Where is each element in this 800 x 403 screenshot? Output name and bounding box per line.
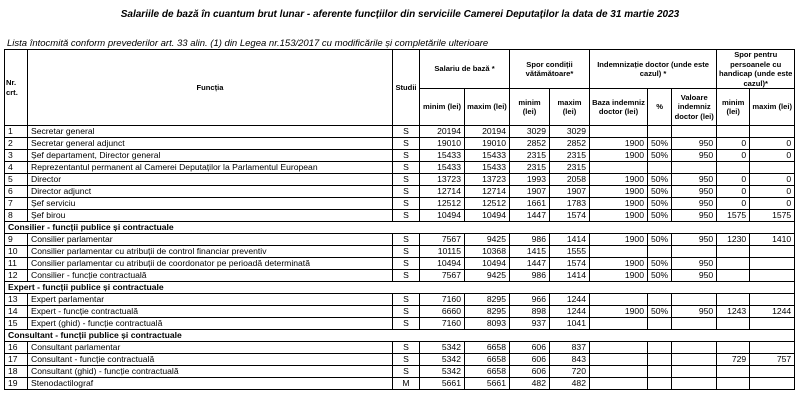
row-salariu-maxim: 9425 [465,270,510,282]
row-handicap-minim [717,246,750,258]
row-salariu-maxim: 8295 [465,306,510,318]
row-handicap-maxim [750,318,795,330]
row-handicap-minim [717,126,750,138]
section-label: Consilier - funcții publice și contractuale [5,222,795,234]
row-spor-minim: 2852 [510,138,550,150]
row-spor-maxim: 2852 [550,138,590,150]
row-handicap-minim: 729 [717,354,750,366]
row-salariu-maxim: 12714 [465,186,510,198]
row-salariu-minim: 10115 [420,246,465,258]
row-valoare-indemniz [672,318,717,330]
row-nr: 18 [5,366,28,378]
row-baza-indemniz [590,126,648,138]
table-row [5,234,795,246]
row-studii: S [393,354,420,366]
row-handicap-maxim [750,246,795,258]
row-handicap-maxim: 1575 [750,210,795,222]
row-salariu-minim: 7567 [420,234,465,246]
row-studii: S [393,294,420,306]
row-handicap-minim [717,366,750,378]
row-functia: Expert parlamentar [28,294,393,306]
row-handicap-minim: 0 [717,198,750,210]
row-valoare-indemniz: 950 [672,150,717,162]
row-salariu-minim: 5661 [420,378,465,390]
row-spor-minim: 986 [510,270,550,282]
row-valoare-indemniz [672,246,717,258]
row-spor-minim: 606 [510,354,550,366]
table-row [5,150,795,162]
row-spor-maxim: 1414 [550,234,590,246]
row-handicap-minim [717,342,750,354]
header-spor-handicap: Spor pentru persoanele cu handicap (unde este cazul)* [717,50,795,89]
row-salariu-maxim: 9425 [465,234,510,246]
row-spor-maxim: 843 [550,354,590,366]
row-baza-indemniz: 1900 [590,198,648,210]
table-row [5,354,795,366]
row-spor-maxim: 1907 [550,186,590,198]
header-sal-minim: minim (lei) [420,89,465,126]
row-functia: Director [28,174,393,186]
header-studii: Studii [393,50,420,126]
row-procent [648,366,672,378]
row-baza-indemniz [590,318,648,330]
row-handicap-minim [717,318,750,330]
row-salariu-maxim: 6658 [465,354,510,366]
row-nr: 13 [5,294,28,306]
row-spor-maxim: 720 [550,366,590,378]
row-valoare-indemniz [672,126,717,138]
row-handicap-maxim [750,162,795,174]
row-functia: Consilier - funcție contractuală [28,270,393,282]
row-nr: 16 [5,342,28,354]
table-row [5,270,795,282]
row-salariu-minim: 15433 [420,162,465,174]
row-salariu-maxim: 15433 [465,150,510,162]
row-valoare-indemniz [672,294,717,306]
row-studii: S [393,258,420,270]
row-nr: 10 [5,246,28,258]
row-salariu-minim: 10494 [420,210,465,222]
header-spor-minim: minim (lei) [510,89,550,126]
table-body [5,126,795,390]
row-salariu-minim: 7160 [420,318,465,330]
row-spor-minim: 1447 [510,210,550,222]
row-studii: S [393,198,420,210]
row-nr: 1 [5,126,28,138]
row-spor-minim: 3029 [510,126,550,138]
row-salariu-minim: 7567 [420,270,465,282]
table-row [5,186,795,198]
row-salariu-maxim: 12512 [465,198,510,210]
row-functia: Consultant parlamentar [28,342,393,354]
row-procent [648,162,672,174]
row-nr: 2 [5,138,28,150]
row-studii: S [393,210,420,222]
row-spor-maxim: 1574 [550,258,590,270]
table-row [5,198,795,210]
row-studii: S [393,306,420,318]
row-handicap-minim: 0 [717,150,750,162]
row-valoare-indemniz: 950 [672,234,717,246]
header-valoare-indemniz: Valoare indemniz doctor (lei) [672,89,717,126]
row-nr: 11 [5,258,28,270]
document-title: Salariile de bază în cuantum brut lunar - aferente funcțiilor din serviciile Camerei Deputaților la data de 31 martie 2023 [120,9,680,20]
row-handicap-maxim: 757 [750,354,795,366]
table-row [5,174,795,186]
row-procent [648,294,672,306]
row-handicap-minim: 0 [717,138,750,150]
row-baza-indemniz [590,354,648,366]
row-valoare-indemniz [672,366,717,378]
header-handicap-maxim: maxim (lei) [750,89,795,126]
row-handicap-maxim: 0 [750,150,795,162]
row-functia: Consultant (ghid) - funcție contractuală [28,366,393,378]
row-baza-indemniz [590,246,648,258]
row-handicap-maxim [750,294,795,306]
row-handicap-minim: 0 [717,186,750,198]
row-nr: 14 [5,306,28,318]
row-handicap-maxim [750,378,795,390]
row-valoare-indemniz [672,342,717,354]
row-nr: 17 [5,354,28,366]
row-studii: S [393,318,420,330]
table-row [5,126,795,138]
row-valoare-indemniz [672,354,717,366]
row-procent [648,378,672,390]
row-functia: Consultant - funcție contractuală [28,354,393,366]
row-spor-maxim: 482 [550,378,590,390]
row-handicap-maxim [750,342,795,354]
row-functia: Stenodactilograf [28,378,393,390]
row-procent: 50% [648,198,672,210]
row-spor-minim: 898 [510,306,550,318]
row-procent: 50% [648,174,672,186]
table-row [5,210,795,222]
section-row [5,282,795,294]
row-baza-indemniz: 1900 [590,150,648,162]
row-baza-indemniz: 1900 [590,186,648,198]
row-functia: Consilier parlamentar cu atribuții de coordonator pe perioadă determinată [28,258,393,270]
row-functia: Secretar general [28,126,393,138]
row-valoare-indemniz [672,162,717,174]
table-row [5,138,795,150]
row-salariu-minim: 19010 [420,138,465,150]
row-nr: 12 [5,270,28,282]
salary-table [4,49,795,390]
row-baza-indemniz: 1900 [590,174,648,186]
row-functia: Expert - funcție contractuală [28,306,393,318]
row-studii: S [393,246,420,258]
row-valoare-indemniz: 950 [672,198,717,210]
row-handicap-maxim: 0 [750,174,795,186]
document-subtitle: Lista întocmită conform prevederilor art. 33 alin. (1) din Legea nr.153/2017 cu modificările și completările ulterioare [7,38,489,49]
table-row [5,294,795,306]
row-spor-maxim: 1783 [550,198,590,210]
table-row [5,258,795,270]
row-baza-indemniz [590,342,648,354]
row-baza-indemniz [590,294,648,306]
row-studii: S [393,162,420,174]
row-spor-maxim: 1244 [550,306,590,318]
row-procent [648,126,672,138]
row-handicap-minim: 1575 [717,210,750,222]
row-baza-indemniz: 1900 [590,138,648,150]
row-spor-minim: 1907 [510,186,550,198]
row-baza-indemniz: 1900 [590,210,648,222]
row-salariu-minim: 5342 [420,366,465,378]
row-studii: S [393,138,420,150]
row-salariu-maxim: 5661 [465,378,510,390]
row-handicap-maxim: 0 [750,198,795,210]
row-functia: Secretar general adjunct [28,138,393,150]
row-procent [648,318,672,330]
row-salariu-minim: 13723 [420,174,465,186]
row-procent: 50% [648,234,672,246]
row-handicap-maxim: 1244 [750,306,795,318]
section-row [5,330,795,342]
row-spor-maxim: 1041 [550,318,590,330]
header-functia: Funcția [28,50,393,126]
row-baza-indemniz: 1900 [590,234,648,246]
section-label: Consultant - funcții publice și contractuale [5,330,795,342]
row-nr: 5 [5,174,28,186]
row-salariu-maxim: 6658 [465,366,510,378]
row-salariu-minim: 12714 [420,186,465,198]
row-baza-indemniz: 1900 [590,258,648,270]
header-indemnizatie: Indemnizație doctor (unde este cazul) * [590,50,717,89]
row-functia: Expert (ghid) - funcție contractuală [28,318,393,330]
row-salariu-minim: 20194 [420,126,465,138]
row-spor-maxim: 1555 [550,246,590,258]
row-salariu-maxim: 10494 [465,210,510,222]
section-row [5,222,795,234]
table-row [5,378,795,390]
row-salariu-maxim: 8093 [465,318,510,330]
row-functia: Șef birou [28,210,393,222]
section-label: Expert - funcții publice și contractuale [5,282,795,294]
row-valoare-indemniz: 950 [672,210,717,222]
row-baza-indemniz: 1900 [590,270,648,282]
row-functia: Consilier parlamentar cu atribuții de control financiar preventiv [28,246,393,258]
row-salariu-maxim: 8295 [465,294,510,306]
row-spor-maxim: 1414 [550,270,590,282]
row-spor-maxim: 2315 [550,162,590,174]
row-studii: S [393,366,420,378]
header-sal-maxim: maxim (lei) [465,89,510,126]
row-procent: 50% [648,270,672,282]
header-baza-indemniz: Baza indemniz doctor (lei) [590,89,648,126]
row-procent: 50% [648,258,672,270]
row-baza-indemniz [590,162,648,174]
row-procent: 50% [648,138,672,150]
row-handicap-maxim [750,366,795,378]
table-row [5,246,795,258]
row-procent: 50% [648,306,672,318]
row-studii: S [393,174,420,186]
row-valoare-indemniz [672,378,717,390]
row-salariu-minim: 12512 [420,198,465,210]
row-procent: 50% [648,210,672,222]
row-spor-minim: 2315 [510,162,550,174]
row-spor-minim: 1661 [510,198,550,210]
row-handicap-maxim [750,270,795,282]
row-spor-minim: 1447 [510,258,550,270]
row-salariu-minim: 5342 [420,342,465,354]
table-row [5,162,795,174]
row-nr: 3 [5,150,28,162]
row-nr: 4 [5,162,28,174]
row-baza-indemniz [590,378,648,390]
row-salariu-maxim: 13723 [465,174,510,186]
row-nr: 8 [5,210,28,222]
row-spor-maxim: 2058 [550,174,590,186]
row-studii: S [393,150,420,162]
row-functia: Director adjunct [28,186,393,198]
row-spor-minim: 482 [510,378,550,390]
row-spor-minim: 1415 [510,246,550,258]
row-procent: 50% [648,186,672,198]
row-nr: 7 [5,198,28,210]
row-functia: Consilier parlamentar [28,234,393,246]
row-handicap-minim [717,162,750,174]
row-salariu-minim: 5342 [420,354,465,366]
row-handicap-minim: 0 [717,174,750,186]
row-handicap-maxim [750,258,795,270]
row-handicap-maxim: 0 [750,186,795,198]
row-procent [648,354,672,366]
row-baza-indemniz [590,366,648,378]
row-studii: S [393,126,420,138]
row-procent: 50% [648,150,672,162]
row-handicap-minim: 1243 [717,306,750,318]
header-procent: % [648,89,672,126]
row-spor-maxim: 2315 [550,150,590,162]
row-studii: M [393,378,420,390]
row-studii: S [393,234,420,246]
row-functia: Șef serviciu [28,198,393,210]
row-spor-maxim: 837 [550,342,590,354]
row-handicap-minim [717,258,750,270]
row-studii: S [393,186,420,198]
row-handicap-minim [717,294,750,306]
row-functia: Șef departament, Director general [28,150,393,162]
row-salariu-maxim: 15433 [465,162,510,174]
table-row [5,306,795,318]
header-salariu: Salariu de bază * [420,50,510,89]
row-salariu-minim: 10494 [420,258,465,270]
row-handicap-maxim: 0 [750,138,795,150]
row-salariu-minim: 7160 [420,294,465,306]
row-salariu-minim: 6660 [420,306,465,318]
row-handicap-maxim: 1410 [750,234,795,246]
row-handicap-maxim [750,126,795,138]
row-handicap-minim [717,378,750,390]
header-spor-maxim: maxim (lei) [550,89,590,126]
header-nr: Nr. crt. [5,50,28,126]
row-spor-minim: 986 [510,234,550,246]
row-salariu-maxim: 19010 [465,138,510,150]
header-handicap-minim: minim (lei) [717,89,750,126]
row-spor-minim: 1993 [510,174,550,186]
row-valoare-indemniz: 950 [672,258,717,270]
table-row [5,342,795,354]
row-nr: 15 [5,318,28,330]
row-baza-indemniz: 1900 [590,306,648,318]
row-valoare-indemniz: 950 [672,270,717,282]
row-spor-maxim: 1244 [550,294,590,306]
row-spor-minim: 606 [510,366,550,378]
row-salariu-maxim: 10494 [465,258,510,270]
row-spor-minim: 966 [510,294,550,306]
row-handicap-minim [717,270,750,282]
row-salariu-maxim: 6658 [465,342,510,354]
row-functia: Reprezentantul permanent al Camerei Deputaților la Parlamentul European [28,162,393,174]
header-spor-conditii: Spor condiții vătămătoare* [510,50,590,89]
row-nr: 6 [5,186,28,198]
row-procent [648,342,672,354]
row-spor-minim: 937 [510,318,550,330]
row-salariu-minim: 15433 [420,150,465,162]
row-handicap-minim: 1230 [717,234,750,246]
row-spor-maxim: 3029 [550,126,590,138]
row-studii: S [393,270,420,282]
row-valoare-indemniz: 950 [672,174,717,186]
row-nr: 19 [5,378,28,390]
row-studii: S [393,342,420,354]
table-header [5,50,795,126]
row-salariu-maxim: 10368 [465,246,510,258]
row-nr: 9 [5,234,28,246]
row-spor-minim: 606 [510,342,550,354]
row-valoare-indemniz: 950 [672,306,717,318]
row-salariu-maxim: 20194 [465,126,510,138]
table-row [5,318,795,330]
row-valoare-indemniz: 950 [672,138,717,150]
row-valoare-indemniz: 950 [672,186,717,198]
table-row [5,366,795,378]
row-spor-minim: 2315 [510,150,550,162]
row-procent [648,246,672,258]
row-spor-maxim: 1574 [550,210,590,222]
